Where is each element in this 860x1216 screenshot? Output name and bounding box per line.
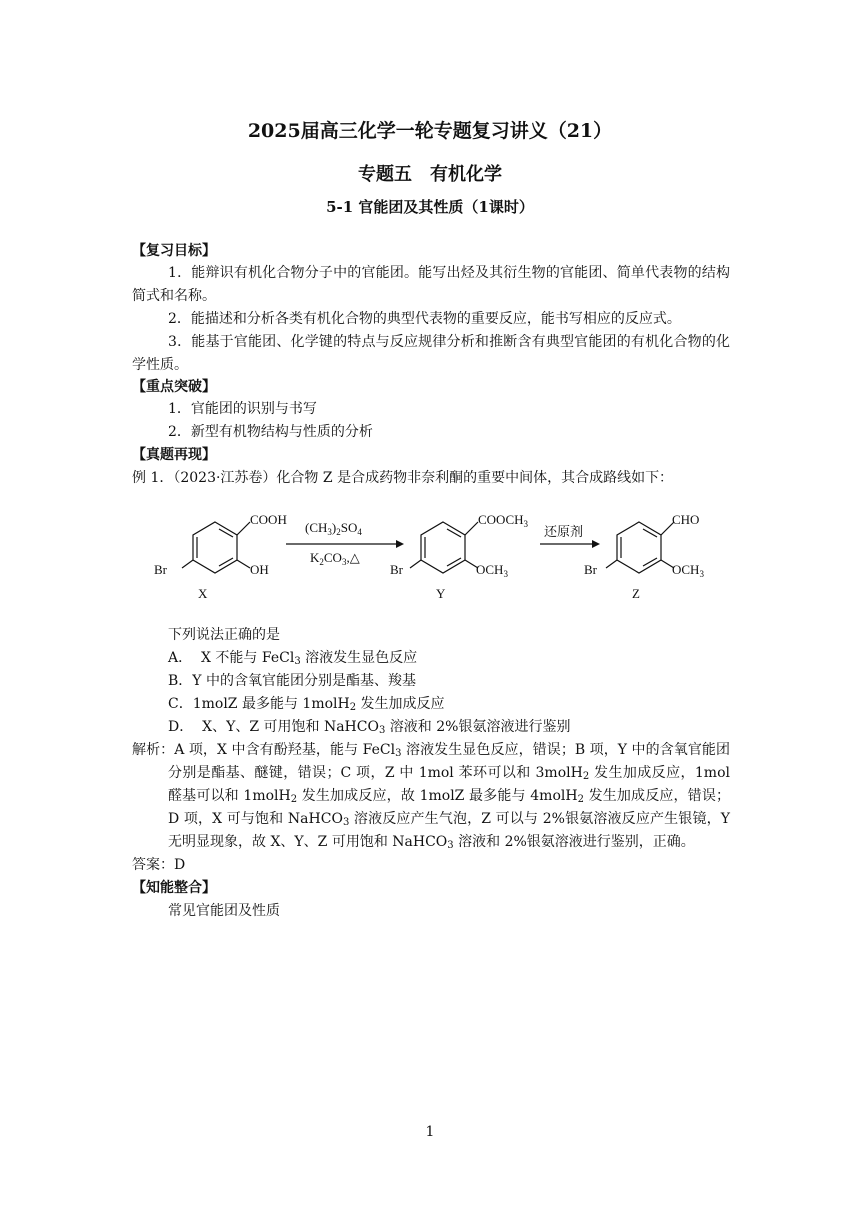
keypoints-heading: 【重点突破】 xyxy=(132,379,216,395)
option-c: C．1molZ 最多能与 1molH$_2$ 发生加成反应 xyxy=(168,696,445,713)
chapter-title: 专题五 有机化学 xyxy=(358,164,502,185)
review-heading: 【真题再现】 xyxy=(132,447,216,463)
page-number: 1 xyxy=(425,1124,435,1140)
reagent-2: 还原剂 xyxy=(544,524,584,539)
compound-z xyxy=(606,522,674,573)
z-och3-group: $OCH_3$ xyxy=(672,562,704,579)
z-label: Z xyxy=(632,586,640,601)
y-br: Br xyxy=(390,562,403,577)
y-top-group: $COOCH_3$ xyxy=(478,512,529,529)
question-stem: 下列说法正确的是 xyxy=(168,627,280,643)
z-top-group: CHO xyxy=(672,512,700,527)
x-oh-group: OH xyxy=(250,562,269,577)
reaction-scheme xyxy=(140,500,720,610)
objectives-heading: 【复习目标】 xyxy=(132,243,216,259)
x-label: X xyxy=(198,586,208,601)
integration-item: 常见官能团及性质 xyxy=(168,903,280,919)
objective-item-2: 2．能描述和分析各类有机化合物的典型代表物的重要反应，能书写相应的反应式。 xyxy=(168,311,681,327)
y-och3-group: $OCH_3$ xyxy=(476,562,508,579)
x-top-group: COOH xyxy=(250,512,287,527)
example-intro: 例 1．（2023·江苏卷）化合物 Z 是合成药物非奈利酮的重要中间体，其合成路线如下： xyxy=(132,470,674,486)
reagent-1-conditions: $K_2CO_3,\triangle$ xyxy=(310,550,360,567)
y-label: Y xyxy=(436,586,446,601)
reagent-1: $(CH_3)_2SO_4$ xyxy=(305,520,362,537)
option-b: B．Y 中的含氧官能团分别是酯基、羧基 xyxy=(168,673,416,689)
compound-x xyxy=(182,522,250,573)
z-br: Br xyxy=(584,562,597,577)
analysis-text: 解析：A 项，X 中含有酚羟基，能与 FeCl$_3$ 溶液发生显色反应，错误；B 项，Y 中的含氧官能团分别是酯基、醚键，错误；C 项，Z 中 1mol 苯环可以和 3molH$_2$ 发生加成反应，1mol 醛基可以和 1molH$_2$ 发生加成反应，故 1molZ 最多能与 4molH$_2$ 发生加成反应，错误；D 项，X 可与饱和 NaHCO$_3$ 溶液反应产生气泡，Z 可以与 2%银氨溶液反应产生银镜，Y 无明显现象，故 X、Y、Z 可用饱和 NaHCO$_3$ 溶液和 2%银氨溶液进行鉴别，正确。 xyxy=(132,742,731,851)
option-a: A． X 不能与 FeCl$_3$ 溶液发生显色反应 xyxy=(168,650,418,667)
keypoint-item-2: 2．新型有机物结构与性质的分析 xyxy=(168,424,373,440)
compound-y xyxy=(410,522,478,573)
objective-item-3: 3．能基于官能团、化学键的特点与反应规律分析和推断含有典型官能团的有机化合物的化学性质。 xyxy=(132,334,730,373)
answer: 答案：D xyxy=(132,857,186,873)
keypoint-item-1: 1．官能团的识别与书写 xyxy=(168,401,317,417)
objective-item-1: 1．能辩识有机化合物分子中的官能团。能写出烃及其衍生物的官能团、简单代表物的结构简式和名称。 xyxy=(132,265,730,304)
document-title: 2025届高三化学一轮专题复习讲义（21） xyxy=(247,120,613,142)
option-d: D． X、Y、Z 可用饱和 NaHCO$_3$ 溶液和 2%银氨溶液进行鉴别 xyxy=(168,719,571,736)
x-br: Br xyxy=(154,562,167,577)
lesson-title: 5-1 官能团及其性质（1课时） xyxy=(326,198,534,216)
integration-heading: 【知能整合】 xyxy=(132,880,216,896)
